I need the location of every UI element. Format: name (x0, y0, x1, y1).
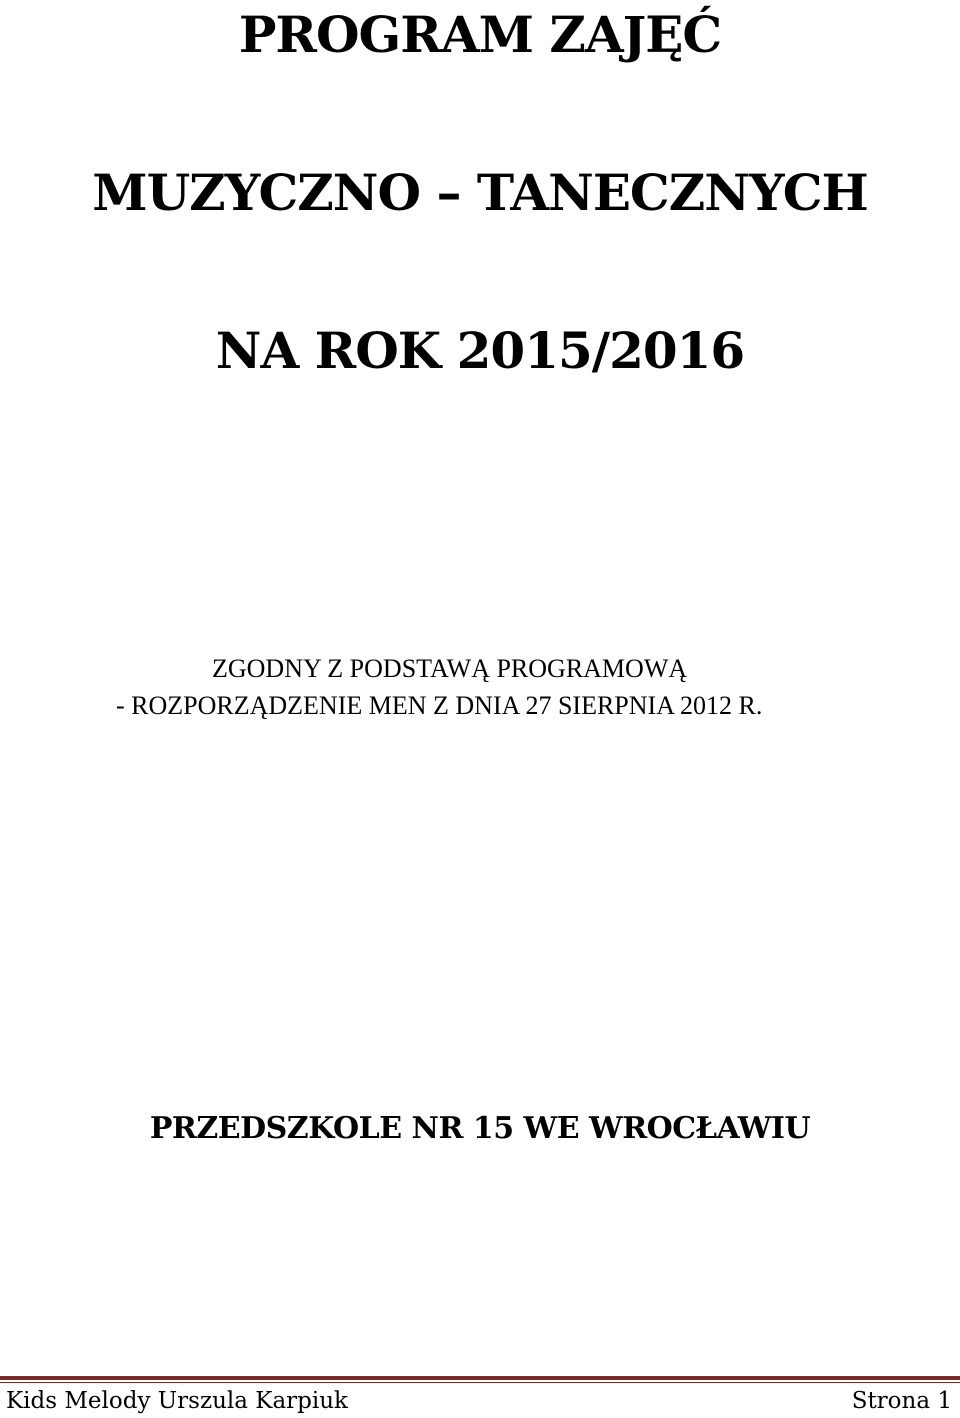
footer-rule (0, 1376, 960, 1384)
subtitle-line-1: ZGODNY Z PODSTAWĄ PROGRAMOWĄ (212, 654, 688, 683)
title-line-2: MUZYCZNO – TANECZNYCH (92, 163, 868, 222)
title-line-3: NA ROK 2015/2016 (215, 321, 745, 380)
footer-rule-thick (0, 1376, 960, 1380)
title-line-1: PROGRAM ZAJĘĆ (238, 5, 722, 64)
footer-page-number: Strona 1 (851, 1388, 952, 1414)
subtitle-line-2: - ROZPORZĄDZENIE MEN Z DNIA 27 SIERPNIA 2012 R. (116, 691, 763, 720)
footer-rule-thin (0, 1382, 960, 1383)
footer-author: Kids Melody Urszula Karpiuk (6, 1388, 348, 1414)
institution-name: PRZEDSZKOLE NR 15 WE WROCŁAWIU (149, 1111, 811, 1146)
